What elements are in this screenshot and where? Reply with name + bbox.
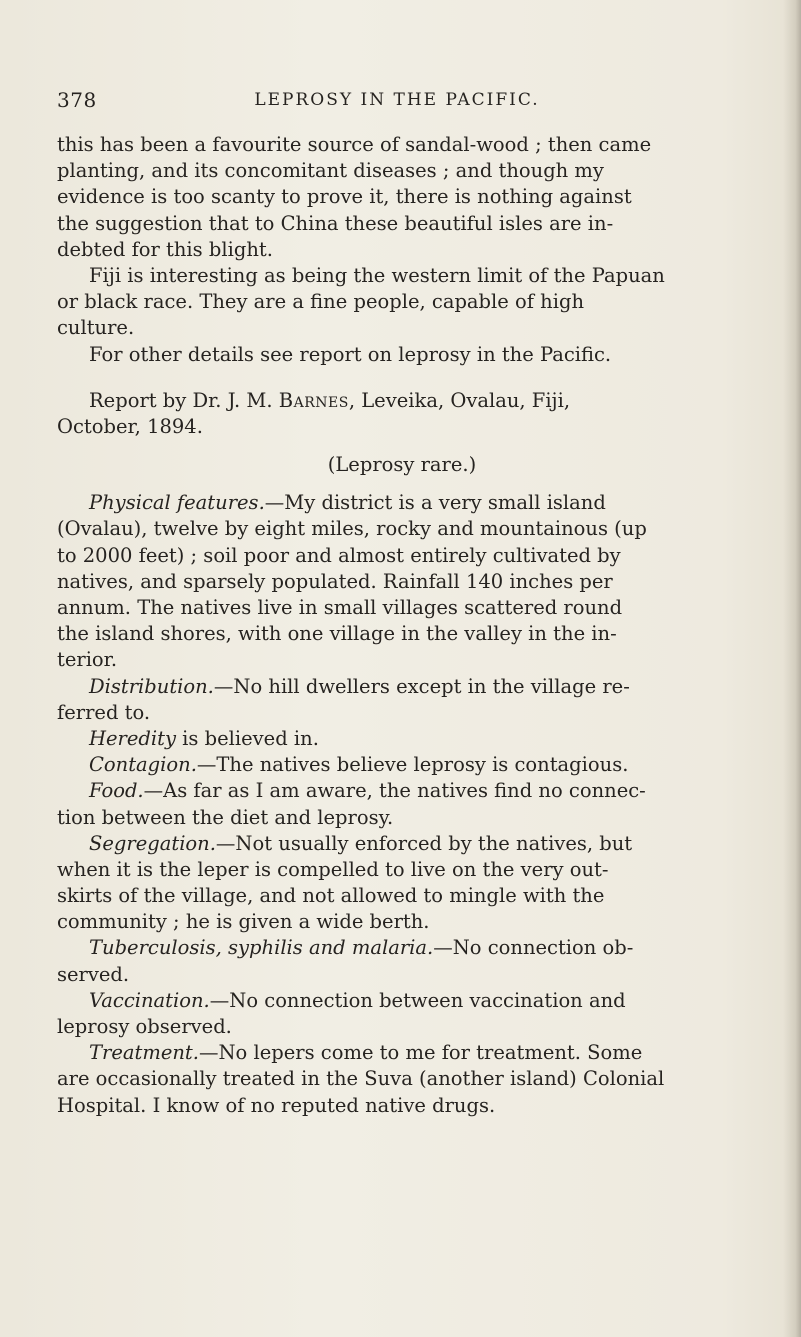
paragraph-gap bbox=[57, 440, 747, 452]
section-label: Tuberculosis, syphilis and malaria. bbox=[89, 936, 434, 960]
leprosy-note: (Leprosy rare.) bbox=[327, 453, 477, 477]
section-heredity bbox=[57, 726, 747, 752]
paragraph-gap bbox=[57, 368, 747, 388]
text-line: evidence is too scanty to prove it, there is nothing against bbox=[57, 185, 632, 209]
section-text: —No hill dwellers except in the village re- bbox=[213, 674, 630, 698]
section-tuberculosis bbox=[57, 935, 747, 961]
body-text bbox=[57, 132, 747, 1119]
section-text: —No connection between vaccination and bbox=[209, 988, 626, 1012]
section-physical-features bbox=[57, 490, 747, 516]
section-label: Vaccination. bbox=[89, 988, 210, 1012]
section-treatment bbox=[57, 1040, 747, 1066]
text-line: planting, and its concomitant diseases ; and though my bbox=[57, 159, 604, 183]
section-text: is believed in. bbox=[175, 726, 319, 750]
report-location: , Leveika, Ovalau, Fiji, bbox=[348, 388, 571, 412]
text-line: are occasionally treated in the Suva (another island) Colonial bbox=[57, 1067, 665, 1091]
report-author-name: Barnes bbox=[278, 388, 349, 412]
page-edge-shadow bbox=[783, 0, 801, 1337]
section-label: Food. bbox=[89, 779, 144, 803]
report-date: October, 1894. bbox=[57, 414, 203, 438]
section-text: —Not usually enforced by the natives, but bbox=[215, 831, 633, 855]
text-line: or black race. They are a fine people, capable of high bbox=[57, 290, 585, 314]
section-text: —No lepers come to me for treatment. Some bbox=[198, 1041, 643, 1065]
section-vaccination bbox=[57, 988, 747, 1014]
section-text: —As far as I am aware, the natives find no connec- bbox=[143, 779, 646, 803]
report-heading-line bbox=[57, 388, 747, 414]
text-line: terior. bbox=[57, 648, 118, 672]
section-label: Physical features. bbox=[89, 491, 265, 515]
report-prefix: Report by Dr. J. M. bbox=[89, 388, 279, 412]
section-label: Distribution. bbox=[89, 674, 214, 698]
page-number: 378 bbox=[57, 88, 97, 112]
section-text: —No connection ob- bbox=[433, 936, 634, 960]
running-head: LEPROSY IN THE PACIFIC. bbox=[254, 90, 540, 110]
section-label: Contagion. bbox=[89, 753, 197, 777]
section-text: —My district is a very small island bbox=[264, 491, 606, 515]
text-line: served. bbox=[57, 962, 130, 986]
text-line: For other details see report on leprosy in the Pacific. bbox=[89, 342, 612, 366]
section-text: —The natives believe leprosy is contagious. bbox=[196, 753, 629, 777]
text-line: to 2000 feet) ; soil poor and almost entirely cultivated by bbox=[57, 543, 621, 567]
text-line: debted for this blight. bbox=[57, 237, 273, 261]
section-label: Treatment. bbox=[89, 1041, 199, 1065]
section-food bbox=[57, 778, 747, 804]
section-contagion bbox=[57, 752, 747, 778]
page-header bbox=[57, 83, 737, 117]
text-line: (Ovalau), twelve by eight miles, rocky and mountainous (up bbox=[57, 517, 647, 541]
text-line: this has been a favourite source of sandal-wood ; then came bbox=[57, 133, 652, 156]
section-distribution bbox=[57, 674, 747, 700]
section-segregation bbox=[57, 831, 747, 857]
text-line: community ; he is given a wide berth. bbox=[57, 910, 430, 934]
text-line: culture. bbox=[57, 316, 135, 340]
text-line: natives, and sparsely populated. Rainfall 140 inches per bbox=[57, 569, 613, 593]
text-line: skirts of the village, and not allowed to mingle with the bbox=[57, 884, 605, 908]
text-line: the suggestion that to China these beautiful isles are in- bbox=[57, 211, 614, 235]
text-line: ferred to. bbox=[57, 700, 151, 724]
text-line: leprosy observed. bbox=[57, 1015, 232, 1038]
text-line: the island shores, with one village in the valley in the in- bbox=[57, 622, 617, 646]
section-label: Segregation. bbox=[89, 831, 216, 855]
text-line: Hospital. I know of no reputed native drugs. bbox=[57, 1093, 496, 1117]
text-line: when it is the leper is compelled to live on the very out- bbox=[57, 857, 609, 881]
text-line: annum. The natives live in small villages scattered round bbox=[57, 596, 623, 619]
text-line: Fiji is interesting as being the western limit of the Papuan bbox=[89, 263, 665, 287]
paragraph-gap bbox=[57, 478, 747, 490]
text-line: tion between the diet and leprosy. bbox=[57, 805, 394, 829]
section-label: Heredity bbox=[89, 726, 176, 750]
